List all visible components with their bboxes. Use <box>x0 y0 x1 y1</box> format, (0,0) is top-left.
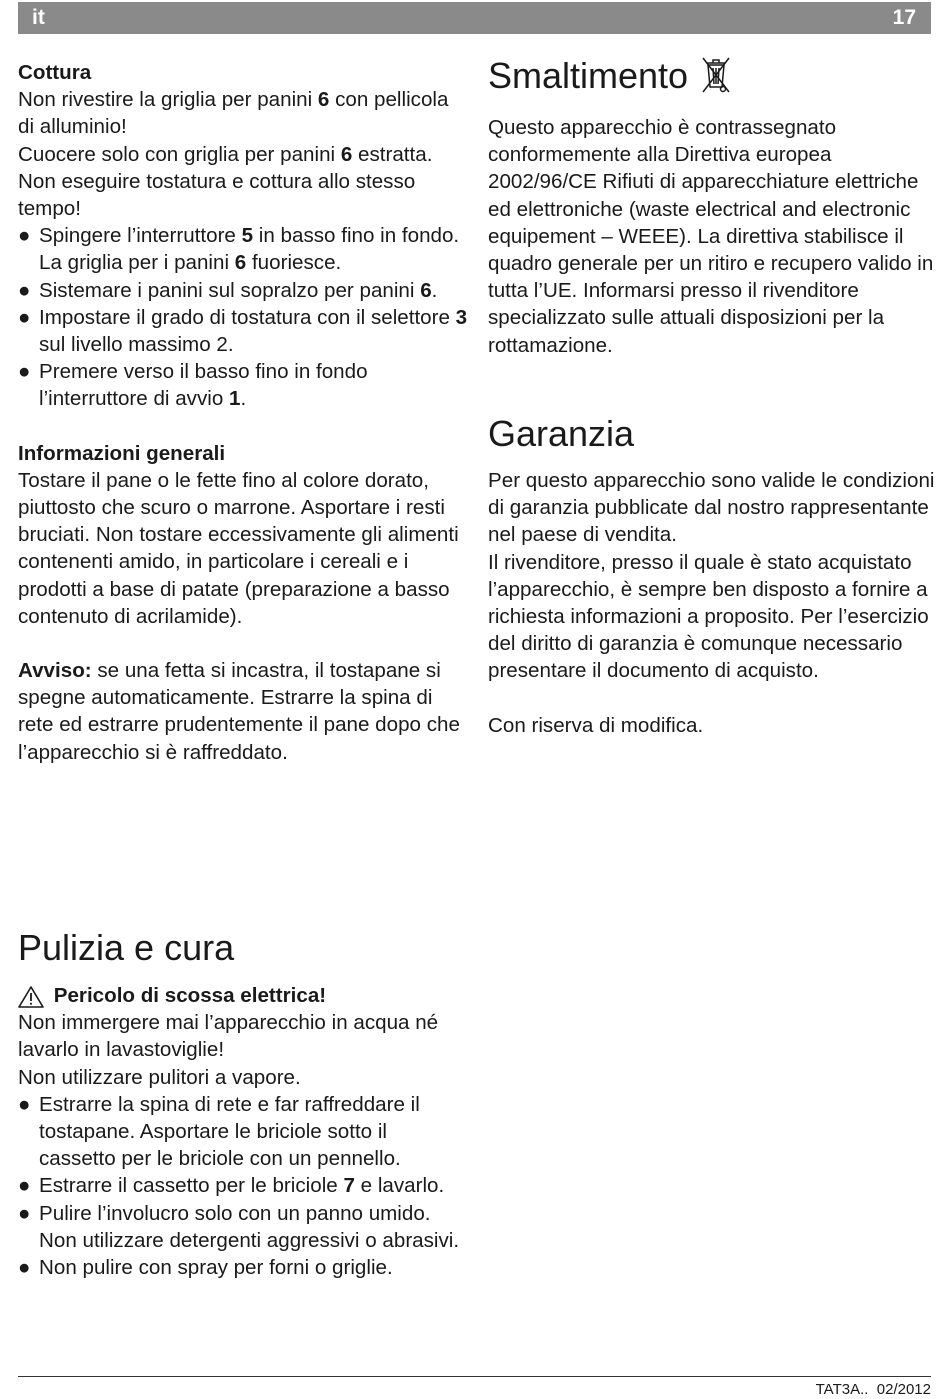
right-column <box>488 56 936 359</box>
info-text: Tostare il pane o le fette fino al colore dorato, piuttosto che scuro o marrone. Asportare i resti bruciati. Non tostare eccessivamente gli alimenti contenenti amido, in particolare i cereali e i prodotti a base di patate (preparazione a basso contenuto di acrilamide). <box>18 468 459 628</box>
bullet-item <box>18 222 468 276</box>
left-column <box>18 59 468 766</box>
smaltimento-text: Questo apparecchio è contrassegnato conformemente alla Direttiva europea 2002/96/CE Rifiuti di apparecchiature elettriche ed elettroniche (waste electrical and electronic equipement – WEEE). La direttiva stabilisce il quadro generale per un ritiro e recupero valido in tutta l’UE. Informarsi presso il rivenditore specializzato sulle attuali disposizioni per la rottamazione. <box>488 116 934 357</box>
text-segment: Non eseguire tostatura e cottura allo stesso tempo! <box>18 169 416 221</box>
warning-text: Pericolo di scossa elettrica! <box>53 984 327 1007</box>
info-heading: Informazioni generali <box>18 441 226 465</box>
cottura-heading: Cottura <box>18 61 92 84</box>
text-segment: Estrarre la spina di rete e far raffreddare il tostapane. Asportare le briciole sotto il cassetto per le briciole con un pennello. <box>39 1092 420 1171</box>
garanzia-p2: Il rivenditore, presso il quale è stato acquistato l’apparecchio, è sempre ben disposto a fornire a richiesta informazioni a proposito. Per l’esercizio del diritto di garanzia è comunque necessario presentare il documento di acquisto. <box>488 550 929 683</box>
text-segment: Impostare il grado di tostatura con il selettore <box>39 305 456 329</box>
text-segment: sul livello massimo 2. <box>39 333 234 357</box>
text-segment: fuoriesce. <box>246 251 342 275</box>
part-number: 6 <box>420 278 432 302</box>
part-number: 5 <box>241 224 254 248</box>
cottura-intro <box>18 86 468 222</box>
intro-line <box>18 168 468 222</box>
garanzia-title: Garanzia <box>488 413 635 454</box>
warning-triangle-icon <box>18 986 44 1008</box>
crossed-out-bin-icon <box>698 53 734 95</box>
part-number: 1 <box>229 387 241 411</box>
bullet-icon: ● <box>18 224 31 248</box>
bullet-item <box>18 304 468 358</box>
garanzia-p1: Per questo apparecchio sono valide le condizioni di garanzia pubblicate dal nostro rappresentante nel paese di vendita. <box>488 469 935 547</box>
part-number: 3 <box>455 305 468 329</box>
pulizia-section <box>18 928 468 1281</box>
text-segment: Non pulire con spray per forni o griglie. <box>39 1256 393 1280</box>
text-segment: Non rivestire la griglia per panini <box>18 88 318 112</box>
bullet-item <box>18 1172 468 1199</box>
bullet-item <box>18 358 468 412</box>
pulizia-warning <box>18 982 468 1009</box>
bullet-item <box>18 1091 468 1173</box>
footer-divider <box>18 1376 931 1377</box>
pulizia-title: Pulizia e cura <box>18 927 235 968</box>
intro-line <box>18 141 468 168</box>
page-header <box>18 2 931 34</box>
language-code: it <box>32 6 45 29</box>
text-segment: con pellicola di alluminio! <box>18 88 449 139</box>
pulizia-intro-1: Non immergere mai l’apparecchio in acqua né lavarlo in lavastoviglie! <box>18 1011 439 1062</box>
text-segment: Pulire l’involucro solo con un panno umido. Non utilizzare detergenti aggressivi o abrasivi. <box>39 1201 460 1252</box>
bullet-icon: ● <box>18 1256 31 1280</box>
text-segment: in basso fino in fondo. La griglia per i panini <box>39 224 460 275</box>
text-segment: e lavarlo. <box>354 1174 445 1198</box>
avviso-paragraph <box>18 657 468 766</box>
text-segment: Estrarre il cassetto per le briciole <box>39 1174 344 1198</box>
bullet-icon: ● <box>18 1174 31 1198</box>
cottura-bullet-list <box>18 222 468 412</box>
text-segment: . <box>431 278 438 302</box>
text-segment: Sistemare i panini sul sopralzo per panini <box>39 278 421 302</box>
bullet-icon: ● <box>18 305 31 329</box>
part-number: 6 <box>340 142 353 166</box>
model-code: TAT3A.. <box>815 1381 869 1398</box>
footer-date: 02/2012 <box>876 1381 931 1398</box>
smaltimento-heading <box>488 56 936 100</box>
bullet-icon: ● <box>18 360 31 384</box>
bullet-icon: ● <box>18 278 31 302</box>
avviso-label: Avviso: <box>18 659 92 683</box>
avviso-text: se una fetta si incastra, il tostapane si spegne automaticamente. Estrarre la spina di rete ed estrarre prudentemente il pane dopo che l’apparecchio si è raffreddato. <box>18 659 460 764</box>
part-number: 6 <box>234 251 247 275</box>
text-segment: Cuocere solo con griglia per panini <box>18 142 341 166</box>
text-segment: Spingere l’interruttore <box>39 224 242 248</box>
part-number: 6 <box>317 88 330 112</box>
text-segment: . <box>240 387 247 411</box>
pulizia-bullet-list <box>18 1091 468 1281</box>
text-segment: estratta. <box>352 142 433 166</box>
bullet-item <box>18 1254 468 1281</box>
smaltimento-title: Smaltimento <box>488 55 689 96</box>
intro-line <box>18 86 468 140</box>
bullet-icon: ● <box>18 1201 31 1225</box>
pulizia-intro-2: Non utilizzare pulitori a vapore. <box>18 1065 301 1089</box>
part-number: 7 <box>343 1174 355 1198</box>
page-footer <box>816 1381 931 1398</box>
text-segment: Premere verso il basso fino in fondo l’interruttore di avvio <box>39 360 368 411</box>
bullet-item <box>18 1200 468 1254</box>
bullet-icon: ● <box>18 1092 31 1116</box>
page-number: 17 <box>892 6 916 29</box>
garanzia-section <box>488 414 936 739</box>
bullet-item <box>18 277 468 304</box>
garanzia-note: Con riserva di modifica. <box>488 713 704 737</box>
